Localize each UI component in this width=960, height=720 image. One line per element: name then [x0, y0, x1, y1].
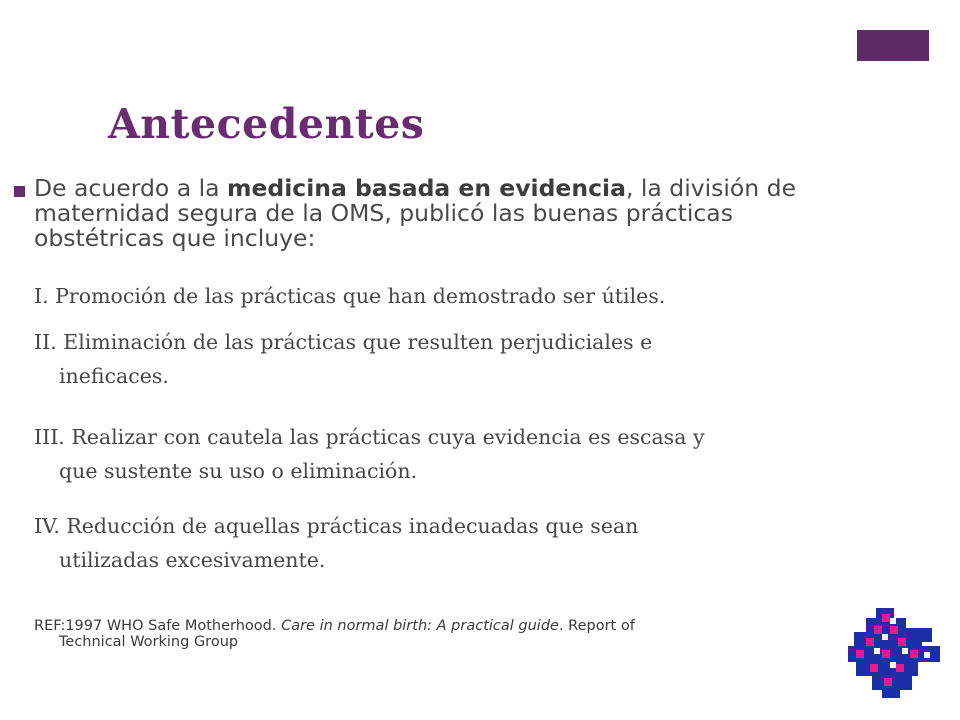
item-line1: IV. Reducción de aquellas prácticas inadecuadas que sean [34, 514, 639, 538]
reference-pre: REF:1997 WHO Safe Motherhood. [34, 618, 282, 634]
list-item [34, 330, 652, 388]
intro-pre: De acuerdo a la [34, 174, 227, 202]
item-line2: que sustente su uso o eliminación. [59, 459, 418, 483]
reference-line2: Technical Working Group [59, 634, 239, 650]
slide-title: Antecedentes [108, 100, 425, 148]
intro-bold: medicina basada en evidencia [226, 174, 626, 202]
list-item [34, 425, 705, 483]
list-item [34, 284, 665, 308]
item-line1: II. Eliminación de las prácticas que resulten perjudiciales e [34, 330, 653, 354]
item-line1: I. Promoción de las prácticas que han demostrado ser útiles. [34, 284, 666, 308]
intro-bullet [14, 176, 834, 251]
item-line2: utilizadas excesivamente. [59, 548, 326, 572]
bullet-square-icon [14, 186, 25, 197]
reference [34, 618, 844, 650]
list-item [34, 514, 638, 572]
who-maternal-logo-icon [846, 604, 942, 700]
intro-post: , la división de maternidad segura de la OMS, publicó las buenas prácticas obstétricas que incluye: [34, 174, 797, 252]
reference-italic: Care in normal birth: A practical guide [281, 618, 559, 634]
reference-post: . Report of [558, 618, 635, 634]
item-line2: ineficaces. [59, 364, 169, 388]
item-line1: III. Realizar con cautela las prácticas cuya evidencia es escasa y [34, 425, 705, 449]
intro-text [34, 176, 834, 251]
accent-bar [857, 30, 929, 61]
